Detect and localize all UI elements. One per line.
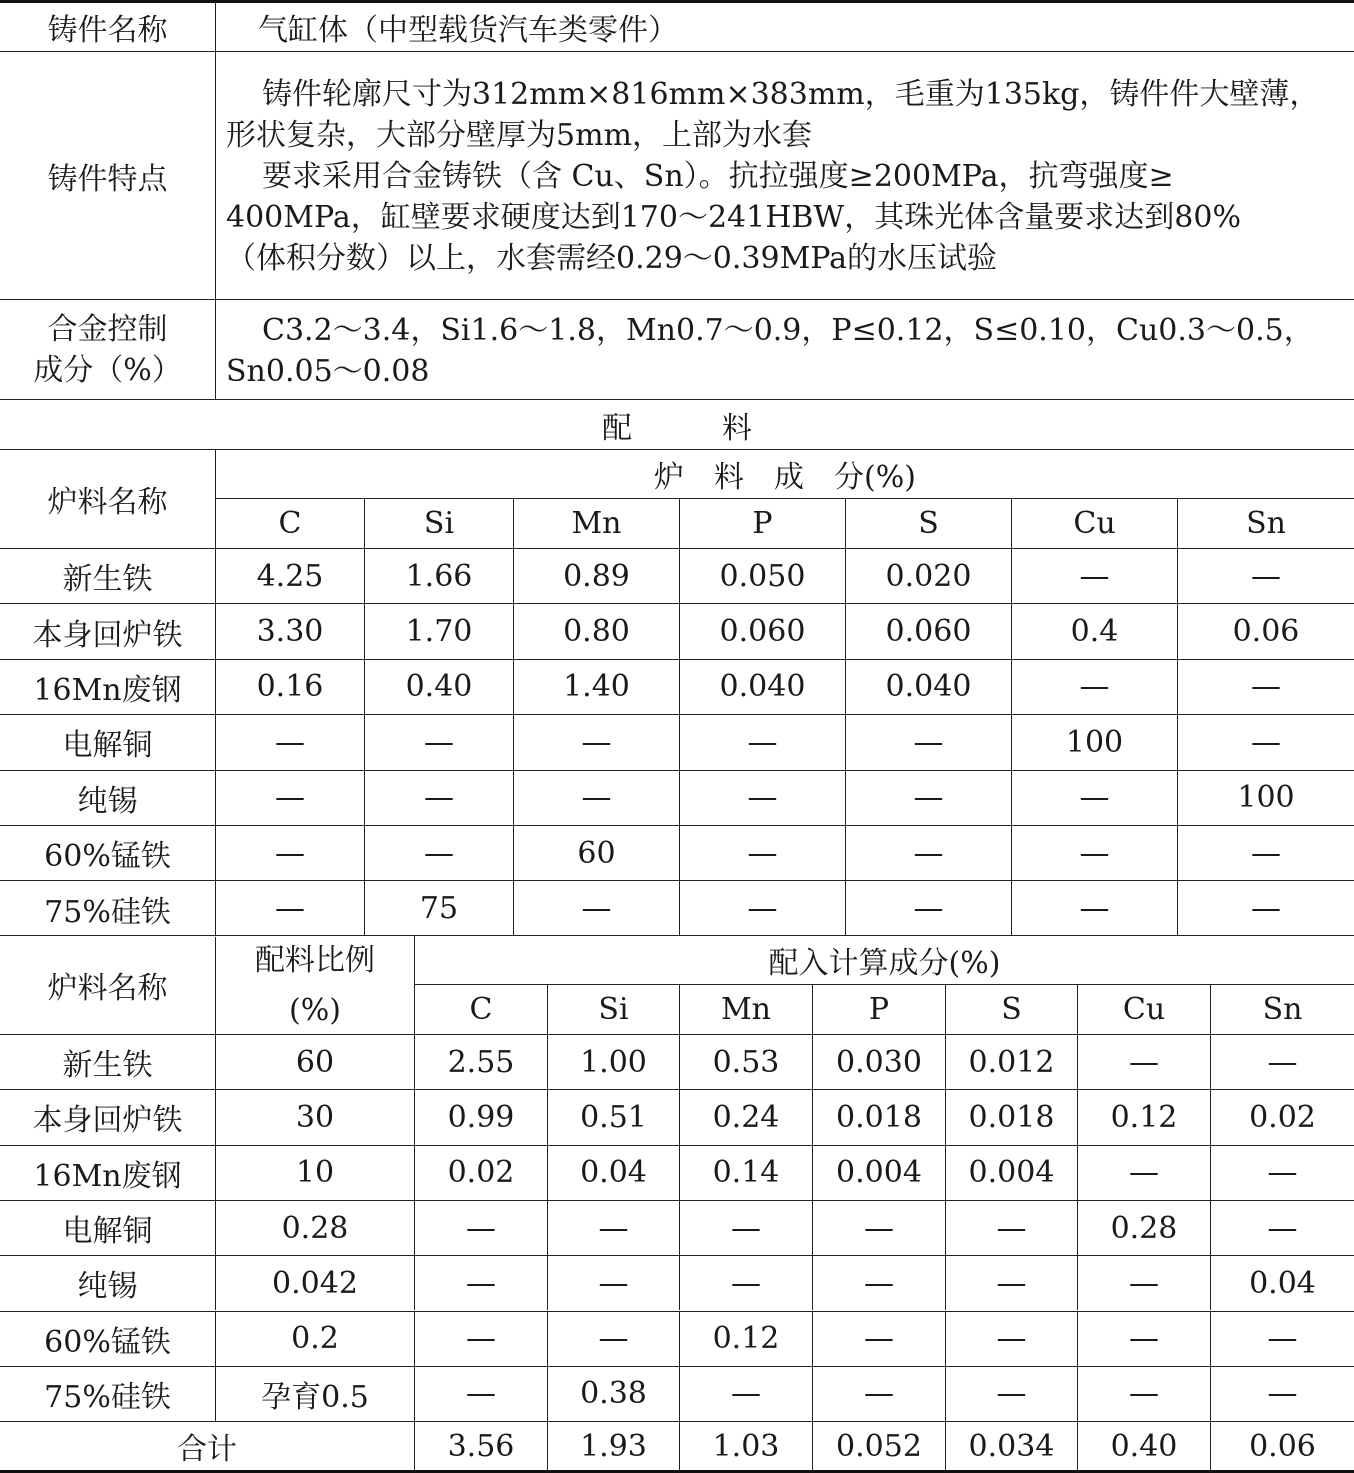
charge-column-header-s: S	[845, 498, 1011, 548]
features-line: （体积分数）以上，水套需经0.29～0.39MPa的水压试验	[226, 241, 998, 276]
charge-value-sn: 0.06	[1177, 604, 1354, 658]
calc-value-si: —	[547, 1312, 679, 1366]
charge-value-p: 0.050	[679, 549, 845, 603]
calc-value-sn: —	[1210, 1035, 1354, 1089]
alloy-line: C3.2～3.4，Si1.6～1.8，Mn0.7～0.9，P≤0.12，S≤0.10，Cu0.3～0.5，	[262, 313, 1314, 348]
charge-value-mn: 60	[513, 826, 679, 880]
features-line: 要求采用合金铸铁（含 Cu、Sn）。抗拉强度≥200MPa，抗弯强度≥	[262, 159, 1174, 194]
charge-value-mn: 0.89	[513, 549, 679, 603]
charge-name-header: 炉料名称	[47, 484, 168, 520]
calc-column-header-sn: Sn	[1210, 984, 1354, 1034]
calc-ratio-value: 孕育0.5	[215, 1367, 414, 1421]
calc-value-si: 0.04	[547, 1146, 679, 1200]
charge-value-sn: —	[1177, 715, 1354, 769]
calc-ratio-value: 0.042	[215, 1256, 414, 1310]
calc-value-sn: —	[1210, 1312, 1354, 1366]
alloy-composition-text	[226, 310, 1346, 392]
calc-column-header-s: S	[945, 984, 1077, 1034]
calc-value-mn: 0.24	[679, 1090, 812, 1144]
calc-table-row	[0, 1200, 1354, 1255]
charge-value-mn: —	[513, 881, 679, 935]
calc-table-row	[0, 1089, 1354, 1144]
charge-value-sn: —	[1177, 826, 1354, 880]
charge-column-header-c: C	[215, 498, 364, 548]
charge-material-name: 16Mn废钢	[33, 672, 182, 708]
calc-ratio-header-line: (%)	[289, 992, 341, 1028]
calc-value-cu: —	[1077, 1146, 1210, 1200]
alloy-label-line: 成分（%）	[33, 352, 182, 388]
charge-value-si: 1.66	[364, 549, 513, 603]
calc-table-row	[0, 1366, 1354, 1421]
charge-material-name: 75%硅铁	[44, 894, 171, 930]
calc-name-header: 炉料名称	[47, 970, 168, 1006]
calc-value-p: 0.030	[812, 1035, 945, 1089]
calc-material-name: 16Mn废钢	[33, 1158, 182, 1194]
calc-value-mn: —	[679, 1256, 812, 1310]
calc-value-p: 0.004	[812, 1146, 945, 1200]
calc-table-row	[0, 1311, 1354, 1366]
calc-column-header-c: C	[414, 984, 547, 1034]
calc-group-header: 配入计算成分(%)	[414, 936, 1354, 984]
calc-value-s: —	[945, 1312, 1077, 1366]
features-line: 形状复杂，大部分壁厚为5mm，上部为水套	[226, 118, 812, 153]
calc-value-c: —	[414, 1312, 547, 1366]
calc-total-value-mn: 1.03	[679, 1422, 812, 1470]
charge-value-s: —	[845, 826, 1011, 880]
alloy-line: Sn0.05～0.08	[226, 354, 430, 389]
charge-material-name: 60%锰铁	[44, 839, 171, 875]
calc-table-row	[0, 1145, 1354, 1200]
casting-features-text	[226, 74, 1346, 279]
calc-value-sn: 0.04	[1210, 1256, 1354, 1310]
calc-column-header-cu: Cu	[1077, 984, 1210, 1034]
charge-value-cu: —	[1011, 660, 1177, 714]
alloy-composition-row	[0, 299, 1354, 399]
charge-value-cu: 100	[1011, 715, 1177, 769]
charge-value-s: —	[845, 715, 1011, 769]
charge-value-sn: —	[1177, 660, 1354, 714]
calc-material-name: 60%锰铁	[44, 1324, 171, 1360]
charge-table-row	[0, 825, 1354, 880]
charge-value-s: —	[845, 771, 1011, 825]
calc-total-value-c: 3.56	[414, 1422, 547, 1470]
charge-column-header-p: P	[679, 498, 845, 548]
calc-value-cu: 0.28	[1077, 1201, 1210, 1255]
calc-value-p: —	[812, 1367, 945, 1421]
calc-material-name: 电解铜	[62, 1214, 153, 1250]
charge-value-p: —	[679, 881, 845, 935]
calc-value-p: —	[812, 1256, 945, 1310]
calc-value-sn: —	[1210, 1146, 1354, 1200]
calc-ratio-value: 0.2	[215, 1312, 414, 1366]
calc-value-mn: 0.12	[679, 1312, 812, 1366]
alloy-label-line: 合金控制	[47, 311, 168, 347]
casting-name-label: 铸件名称	[47, 12, 168, 48]
charge-value-c: 0.16	[215, 660, 364, 714]
calc-total-value-s: 0.034	[945, 1422, 1077, 1470]
casting-name-row	[0, 2, 1354, 51]
calc-value-s: 0.004	[945, 1146, 1077, 1200]
calc-value-s: —	[945, 1201, 1077, 1255]
charge-table-row	[0, 603, 1354, 658]
calc-value-sn: —	[1210, 1367, 1354, 1421]
charge-value-si: 75	[364, 881, 513, 935]
features-line: 铸件轮廓尺寸为312mm×816mm×383mm，毛重为135kg，铸件件大壁薄，	[262, 77, 1320, 112]
charge-value-si: 1.70	[364, 604, 513, 658]
calc-value-cu: —	[1077, 1312, 1210, 1366]
calc-table-row	[0, 1034, 1354, 1089]
calc-value-s: 0.018	[945, 1090, 1077, 1144]
charge-value-c: 3.30	[215, 604, 364, 658]
calc-value-mn: 0.53	[679, 1035, 812, 1089]
charge-value-si: —	[364, 826, 513, 880]
calc-value-cu: —	[1077, 1256, 1210, 1310]
charge-value-p: 0.040	[679, 660, 845, 714]
charge-value-cu: —	[1011, 826, 1177, 880]
calc-column-header-si: Si	[547, 984, 679, 1034]
charge-table-row	[0, 770, 1354, 825]
calc-value-cu: —	[1077, 1035, 1210, 1089]
casting-features-row	[0, 51, 1354, 299]
charge-table-row	[0, 548, 1354, 603]
charge-material-name: 纯锡	[77, 783, 138, 819]
calc-ratio-value: 10	[215, 1146, 414, 1200]
calc-ratio-header-line: 配料比例	[255, 942, 375, 978]
charge-table-row	[0, 880, 1354, 935]
charge-value-s: —	[845, 881, 1011, 935]
charge-table-row	[0, 659, 1354, 714]
calc-column-header-p: P	[812, 984, 945, 1034]
charge-value-p: —	[679, 826, 845, 880]
charge-material-name: 电解铜	[62, 728, 153, 764]
batching-title: 配 料	[602, 410, 752, 446]
calc-value-mn: 0.14	[679, 1146, 812, 1200]
charge-value-p: 0.060	[679, 604, 845, 658]
casting-name-value: 气缸体（中型载货汽车类零件）	[215, 2, 1354, 51]
calc-value-si: —	[547, 1256, 679, 1310]
charge-value-c: —	[215, 826, 364, 880]
calc-value-p: —	[812, 1312, 945, 1366]
charge-value-cu: 0.4	[1011, 604, 1177, 658]
calc-value-mn: —	[679, 1201, 812, 1255]
calc-total-value-p: 0.052	[812, 1422, 945, 1470]
calc-value-si: —	[547, 1201, 679, 1255]
charge-value-mn: 1.40	[513, 660, 679, 714]
calc-total-value-sn: 0.06	[1210, 1422, 1354, 1470]
calc-total-value-cu: 0.40	[1077, 1422, 1210, 1470]
charge-table-row	[0, 714, 1354, 769]
charge-value-sn: —	[1177, 881, 1354, 935]
calc-value-c: —	[414, 1201, 547, 1255]
calc-value-c: —	[414, 1256, 547, 1310]
calc-column-header-mn: Mn	[679, 984, 812, 1034]
calc-material-name: 75%硅铁	[44, 1379, 171, 1415]
charge-material-name: 本身回炉铁	[32, 617, 183, 653]
charge-value-s: 0.060	[845, 604, 1011, 658]
calc-value-si: 1.00	[547, 1035, 679, 1089]
calc-value-s: —	[945, 1256, 1077, 1310]
charge-column-header-sn: Sn	[1177, 498, 1354, 548]
charge-value-c: 4.25	[215, 549, 364, 603]
calc-value-p: 0.018	[812, 1090, 945, 1144]
charge-value-sn: —	[1177, 549, 1354, 603]
calc-value-p: —	[812, 1201, 945, 1255]
charge-column-header-mn: Mn	[513, 498, 679, 548]
calc-value-s: 0.012	[945, 1035, 1077, 1089]
calc-value-s: —	[945, 1367, 1077, 1421]
calc-value-si: 0.38	[547, 1367, 679, 1421]
calc-material-name: 本身回炉铁	[32, 1103, 183, 1139]
charge-value-p: —	[679, 715, 845, 769]
charge-value-p: —	[679, 771, 845, 825]
charge-value-sn: 100	[1177, 771, 1354, 825]
charge-group-header: 炉 料 成 分(%)	[215, 450, 1354, 498]
casting-features-label: 铸件特点	[47, 161, 168, 197]
calc-material-name: 纯锡	[77, 1269, 138, 1305]
calc-total-row	[0, 1421, 1354, 1470]
calc-value-si: 0.51	[547, 1090, 679, 1144]
calc-value-c: —	[414, 1367, 547, 1421]
charge-value-cu: —	[1011, 549, 1177, 603]
calc-ratio-value: 30	[215, 1090, 414, 1144]
batching-title-row	[0, 399, 1354, 449]
calc-ratio-value: 60	[215, 1035, 414, 1089]
calc-ratio-header	[215, 937, 414, 1034]
calc-ratio-value: 0.28	[215, 1201, 414, 1255]
charge-column-header-si: Si	[364, 498, 513, 548]
charge-value-mn: —	[513, 771, 679, 825]
calc-value-mn: —	[679, 1367, 812, 1421]
charge-value-cu: —	[1011, 771, 1177, 825]
charge-value-c: —	[215, 771, 364, 825]
calc-value-c: 0.99	[414, 1090, 547, 1144]
charge-value-si: 0.40	[364, 660, 513, 714]
charge-material-name: 新生铁	[62, 562, 153, 598]
calc-total-value-si: 1.93	[547, 1422, 679, 1470]
calc-value-c: 0.02	[414, 1146, 547, 1200]
calc-value-cu: 0.12	[1077, 1090, 1210, 1144]
charge-column-header-cu: Cu	[1011, 498, 1177, 548]
charge-value-si: —	[364, 771, 513, 825]
charge-value-s: 0.020	[845, 549, 1011, 603]
charge-value-s: 0.040	[845, 660, 1011, 714]
calc-material-name: 新生铁	[62, 1048, 153, 1084]
charge-value-cu: —	[1011, 881, 1177, 935]
calc-value-sn: 0.02	[1210, 1090, 1354, 1144]
calc-total-label: 合计	[177, 1432, 237, 1467]
charge-value-si: —	[364, 715, 513, 769]
calc-value-cu: —	[1077, 1367, 1210, 1421]
charge-value-c: —	[215, 881, 364, 935]
calc-value-c: 2.55	[414, 1035, 547, 1089]
charge-value-mn: 0.80	[513, 604, 679, 658]
alloy-composition-label	[0, 300, 215, 399]
calc-value-sn: —	[1210, 1201, 1354, 1255]
calc-table-row	[0, 1255, 1354, 1310]
charge-value-mn: —	[513, 715, 679, 769]
features-line: 400MPa，缸壁要求硬度达到170～241HBW，其珠光体含量要求达到80%	[226, 200, 1241, 235]
charge-value-c: —	[215, 715, 364, 769]
